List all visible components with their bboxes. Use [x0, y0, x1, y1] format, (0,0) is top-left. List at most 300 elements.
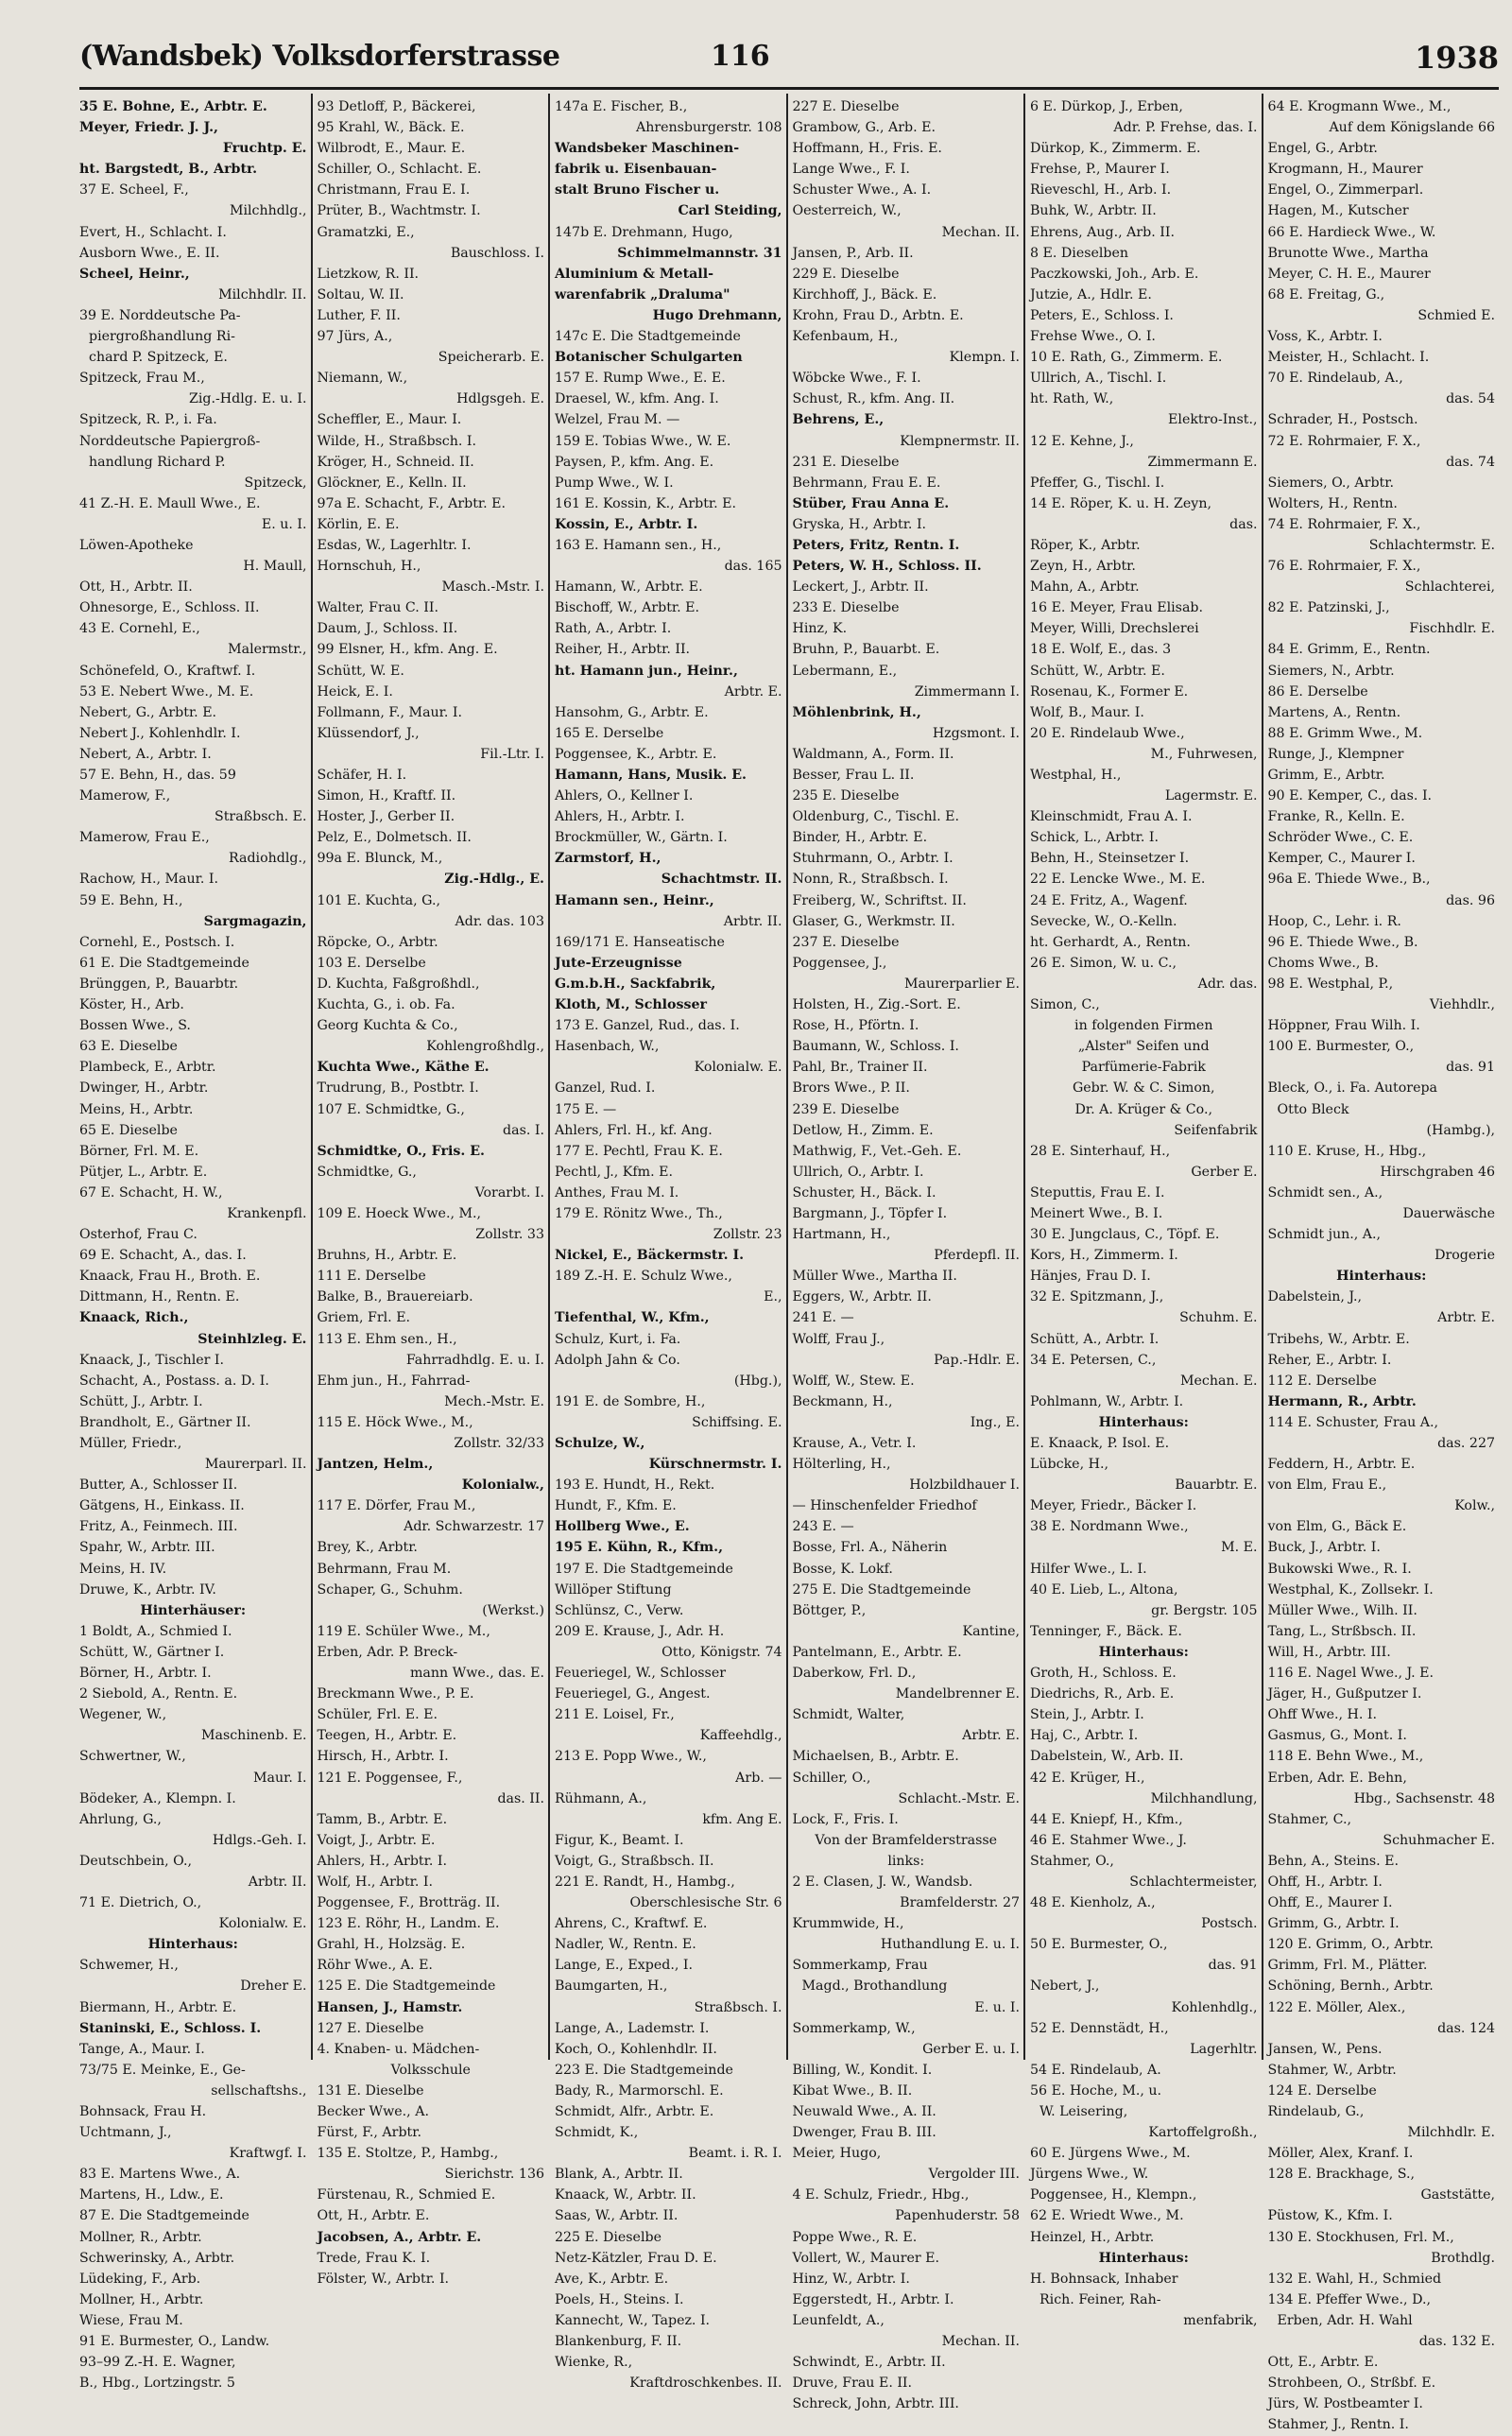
directory-entry-line: Jäger, H., Gußputzer I. — [1267, 1686, 1422, 1702]
directory-entry-line: Brey, K., Arbtr. — [317, 1540, 418, 1556]
directory-entry-line: Hansen, J., Hamstr. — [317, 1999, 463, 2015]
directory-entry-line: Möller, Alex, Kranf. I. — [1267, 2146, 1414, 2162]
directory-entry-line: Schlachterei, — [1404, 579, 1495, 596]
directory-entry-line: Netz-Kätzler, Frau D. E. — [555, 2250, 717, 2266]
directory-entry-line: — Hinschenfelder Friedhof — [792, 1498, 977, 1514]
directory-entry-line: Rose, H., Pförtn. I. — [792, 1018, 919, 1034]
directory-entry-line: von Elm, Frau E., — [1267, 1477, 1387, 1494]
directory-entry-line: Nebert, G., Arbtr. E. — [79, 704, 217, 720]
directory-entry-line: Grambow, G., Arb. E. — [792, 120, 936, 136]
directory-entry-line: Krummwide, H., — [792, 1916, 904, 1932]
directory-entry-line: in folgenden Firmen — [1074, 1018, 1213, 1034]
directory-entry-line: Ahlers, O., Kellner I. — [555, 788, 694, 804]
directory-entry-line: 35 E. Bohne, E., Arbtr. E. — [79, 99, 267, 114]
directory-entry-line: Hilfer Wwe., L. I. — [1030, 1561, 1147, 1577]
directory-entry-line: 48 E. Kienholz, A., — [1030, 1895, 1156, 1911]
directory-entry-line: Mechan. II. — [941, 224, 1020, 240]
directory-entry-line: Magd., Brothandlung — [801, 1978, 948, 1995]
directory-entry-line: Arbtr. II. — [248, 1874, 307, 1890]
directory-entry-line: Vergolder III. — [928, 2167, 1020, 2183]
directory-entry-line: Hamann, W., Arbtr. E. — [555, 579, 703, 596]
directory-entry-line: Ave, K., Arbtr. E. — [555, 2271, 669, 2287]
directory-entry-line: Hinz, W., Arbtr. I. — [792, 2271, 910, 2287]
directory-entry-line: Mech.-Mstr. E. — [444, 1393, 544, 1409]
directory-entry-line: 16 E. Meyer, Frau Elisab. — [1030, 600, 1204, 616]
directory-entry-line: Dr. A. Krüger & Co., — [1074, 1101, 1212, 1117]
directory-entry-line: Zig.-Hdlg., E. — [444, 872, 544, 888]
directory-entry-line: Schwemer, H., — [79, 1958, 179, 1974]
directory-entry-line: Hornschuh, H., — [317, 559, 421, 575]
directory-entry-line: Zollstr. 33 — [475, 1227, 544, 1243]
directory-entry-line: Sevecke, W., O.-Kelln. — [1030, 913, 1177, 929]
directory-entry-line: Detlow, H., Zimm. E. — [792, 1122, 934, 1138]
directory-column — [79, 94, 311, 2392]
directory-entry-line: Schmidtke, O., Fris. E. — [317, 1143, 485, 1159]
directory-entry-line: Arbtr. E. — [1437, 1310, 1495, 1326]
directory-entry-line: Spitzeck, Frau M., — [79, 371, 205, 387]
directory-entry-line: Hamann, Hans, Musik. E. — [555, 768, 747, 783]
directory-entry-line: Daberkow, Frl. D., — [792, 1666, 917, 1682]
directory-entry-line: Wolff, Frau J., — [792, 1331, 885, 1347]
directory-entry-line: Poggensee, K., Arbtr. E. — [555, 746, 717, 762]
directory-entry-line: 116 E. Nagel Wwe., J. E. — [1267, 1666, 1434, 1682]
directory-entry-line: Jutzie, A., Hdlr. E. — [1030, 286, 1152, 302]
directory-entry-line: Köster, H., Arb. — [79, 997, 184, 1013]
directory-entry-line: Cornehl, E., Postsch. I. — [79, 934, 235, 950]
directory-entry-line: 131 E. Dieselbe — [317, 2082, 424, 2099]
directory-entry-line: Holzbildhauer I. — [909, 1477, 1020, 1494]
directory-entry-line: 30 E. Jungclaus, C., Töpf. E. — [1030, 1227, 1220, 1243]
directory-entry-line: Pechtl, J., Kfm. E. — [555, 1164, 673, 1180]
page-number: 116 — [711, 40, 770, 73]
directory-entry-line: Schütt, W., Arbtr. E. — [1030, 663, 1165, 679]
directory-entry-line: 4 E. Schulz, Friedr., Hbg., — [792, 2187, 970, 2203]
directory-entry-line: Wegener, W., — [79, 1707, 167, 1723]
directory-entry-line: M., Fuhrwesen, — [1150, 746, 1258, 762]
directory-entry-line: Schmidtke, G., — [317, 1164, 417, 1180]
directory-entry-line: 231 E. Dieselbe — [792, 454, 900, 470]
directory-entry-line: das. 227 — [1437, 1436, 1495, 1451]
directory-entry-line: 128 E. Brackhage, S., — [1267, 2167, 1416, 2183]
directory-entry-line: Knaack, J., Tischler I. — [79, 1352, 225, 1368]
directory-entry-line: 113 E. Ehm sen., H., — [317, 1331, 457, 1347]
directory-entry-line: Grimm, Frl. M., Plätter. — [1267, 1958, 1428, 1974]
directory-entry-line: Martens, H., Ldw., E. — [79, 2187, 224, 2203]
directory-column — [548, 94, 786, 2392]
directory-entry-line: Feueriegel, W., Schlosser — [555, 1666, 726, 1682]
directory-entry-line: 111 E. Derselbe — [317, 1269, 426, 1285]
directory-entry-line: gr. Bergstr. 105 — [1151, 1602, 1258, 1618]
directory-entry-line: Ullrich, A., Tischl. I. — [1030, 371, 1167, 387]
directory-entry-line: 73/75 E. Meinke, E., Ge- — [79, 2062, 246, 2078]
directory-entry-line: 223 E. Die Stadtgemeinde — [555, 2062, 733, 2078]
directory-entry-line: Frehse, P., Maurer I. — [1030, 162, 1170, 178]
directory-entry-line: 68 E. Freitag, G., — [1267, 286, 1385, 302]
directory-entry-line: Röhr Wwe., A. E. — [317, 1958, 433, 1974]
directory-entry-line: 32 E. Spitzmann, J., — [1030, 1289, 1164, 1305]
directory-entry-line: Rich. Feiner, Rah- — [1040, 2291, 1161, 2307]
directory-entry-line: Auf dem Königslande 66 — [1329, 120, 1495, 136]
directory-entry-line: W. Leisering, — [1040, 2104, 1128, 2119]
directory-entry-line: Röper, K., Arbtr. — [1030, 537, 1141, 553]
directory-entry-line: Butter, A., Schlosser II. — [79, 1477, 238, 1494]
directory-entry-line: Schulz, Kurt, i. Fa. — [555, 1331, 681, 1347]
directory-entry-line: Mollner, H., Arbtr. — [79, 2291, 204, 2307]
directory-entry-line: E. Knaack, P. Isol. E. — [1030, 1436, 1170, 1451]
directory-entry-line: Mathwig, F., Vet.-Geh. E. — [792, 1143, 962, 1159]
directory-entry-line: das. 74 — [1446, 454, 1495, 470]
directory-entry-line: Strohbeen, O., Strßbf. E. — [1267, 2376, 1436, 2392]
directory-entry-line: Kors, H., Zimmerm. I. — [1030, 1248, 1178, 1264]
directory-entry-line: 64 E. Krogmann Wwe., M., — [1267, 99, 1452, 114]
directory-entry-line: Niemann, W., — [317, 371, 408, 387]
directory-entry-line: Hinz, K. — [792, 621, 848, 637]
directory-entry-line: Meins, H., Arbtr. — [79, 1101, 194, 1117]
directory-entry-line: Eggers, W., Arbtr. II. — [792, 1289, 932, 1305]
directory-column — [786, 94, 1024, 2412]
directory-entry-line: 227 E. Dieselbe — [792, 99, 900, 114]
directory-entry-line: Sommerkamp, Frau — [792, 1958, 928, 1974]
directory-entry-line: Beckmann, H., — [792, 1393, 893, 1409]
directory-entry-line: Wandsbeker Maschinen- — [555, 141, 740, 157]
directory-entry-line: 169/171 E. Hanseatische — [555, 934, 725, 950]
directory-entry-line: Buhk, W., Arbtr. II. — [1030, 203, 1157, 219]
directory-entry-line: 37 E. Scheel, F., — [79, 182, 189, 199]
directory-entry-line: Stüber, Frau Anna E. — [792, 495, 950, 511]
directory-entry-line: 95 Krahl, W., Bäck. E. — [317, 120, 465, 136]
directory-entry-line: Westphal, K., Zollsekr. I. — [1267, 1581, 1434, 1598]
directory-entry-line: Pahl, Br., Trainer II. — [792, 1060, 928, 1076]
directory-entry-line: M. E. — [1221, 1540, 1258, 1556]
directory-entry-line: 213 E. Popp Wwe., W., — [555, 1749, 707, 1765]
directory-entry-line: 114 E. Schuster, Frau A., — [1267, 1414, 1439, 1430]
directory-entry-line: 163 E. Hamann sen., H., — [555, 537, 722, 553]
directory-entry-line: Zimmermann I. — [914, 683, 1020, 700]
directory-entry-line: Freiberg, W., Schriftst. II. — [792, 892, 967, 908]
directory-entry-line: 100 E. Burmester, O., — [1267, 1039, 1415, 1055]
directory-entry-line: Brothdlg. — [1431, 2250, 1495, 2266]
directory-entry-line: 135 E. Stoltze, P., Hambg., — [317, 2146, 499, 2162]
directory-entry-line: Bleck, O., i. Fa. Autorepa — [1267, 1080, 1438, 1097]
directory-entry-line: kfm. Ang E. — [702, 1811, 782, 1827]
directory-entry-line: Kolw., — [1454, 1498, 1495, 1514]
directory-entry-line: Börner, Frl. M. E. — [79, 1143, 199, 1159]
directory-column — [1023, 94, 1262, 2328]
directory-entry-line: Vollert, W., Maurer E. — [792, 2250, 940, 2266]
directory-entry-line: 46 E. Stahmer Wwe., J. — [1030, 1832, 1187, 1848]
directory-entry-line: Seifenfabrik — [1174, 1122, 1258, 1138]
directory-entry-line: Billing, W., Kondit. I. — [792, 2062, 933, 2078]
directory-entry-line: Fahrradhdlg. E. u. I. — [405, 1352, 544, 1368]
directory-entry-line: Bruhn, P., Bauarbt. E. — [792, 642, 940, 658]
directory-entry-line: Nebert, A., Arbtr. I. — [79, 746, 212, 762]
directory-entry-line: Schmied E. — [1418, 307, 1495, 323]
directory-entry-line: Ehrens, Aug., Arb. II. — [1030, 224, 1175, 240]
directory-entry-line: ht. Gerhardt, A., Rentn. — [1030, 934, 1191, 950]
directory-entry-line: Heick, E. I. — [317, 683, 393, 700]
directory-entry-line: Hinterhaus: — [1336, 1269, 1427, 1285]
directory-entry-line: Paczkowski, Joh., Arb. E. — [1030, 266, 1199, 282]
directory-entry-line: Trede, Frau K. I. — [317, 2250, 431, 2266]
directory-entry-line: Kannecht, W., Tapez. I. — [555, 2312, 711, 2328]
directory-entry-line: Behrmann, Frau E. E. — [792, 475, 941, 491]
directory-entry-line: Hoffmann, H., Fris. E. — [792, 141, 942, 157]
directory-entry-line: Pohlmann, W., Arbtr. I. — [1030, 1393, 1184, 1409]
directory-entry-line: Hirschgraben 46 — [1380, 1164, 1495, 1180]
directory-entry-line: Nebert J., Kohlenhdlr. I. — [79, 725, 241, 741]
directory-entry-line: Otto Bleck — [1277, 1101, 1349, 1117]
directory-entry-line: Adr. das. 103 — [455, 913, 544, 929]
directory-entry-line: Möhlenbrink, H., — [792, 704, 921, 720]
directory-entry-line: Maurerparlier E. — [903, 976, 1020, 992]
directory-entry-line: Diedrichs, R., Arb. E. — [1030, 1686, 1175, 1702]
directory-entry-line: Schuhm. E. — [1179, 1310, 1258, 1326]
directory-entry-line: Poels, H., Steins. I. — [555, 2291, 684, 2307]
directory-entry-line: Zarmstorf, H., — [555, 851, 662, 867]
directory-entry-line: Müller Wwe., Martha II. — [792, 1269, 957, 1285]
directory-entry-line: 97a E. Schacht, F., Arbtr. E. — [317, 495, 507, 511]
directory-entry-line: 103 E. Derselbe — [317, 955, 426, 971]
directory-entry-line: Schmidt jun., A., — [1267, 1227, 1382, 1243]
directory-entry-line: Schlünsz, C., Verw. — [555, 1602, 684, 1618]
directory-entry-line: „Alster" Seifen und — [1077, 1039, 1210, 1055]
directory-entry-line: Kleinschmidt, Frau A. I. — [1030, 809, 1193, 825]
directory-entry-line: Von der Bramfelderstrasse — [815, 1832, 998, 1848]
directory-entry-line: 2 Siebold, A., Rentn. E. — [79, 1686, 238, 1702]
directory-entry-line: Adr. P. Frehse, das. I. — [1113, 120, 1258, 136]
page-header — [79, 38, 1499, 90]
directory-entry-line: Bödeker, A., Klempn. I. — [79, 1790, 236, 1806]
directory-entry-line: Parfümerie-Fabrik — [1081, 1060, 1206, 1076]
directory-entry-line: Simon, C., — [1030, 997, 1100, 1013]
directory-entry-line: Ott, H., Arbtr. II. — [79, 579, 193, 596]
directory-entry-line: Ahrens, C., Kraftwf. E. — [555, 1916, 708, 1932]
directory-entry-line: Poppe Wwe., R. E. — [792, 2229, 918, 2245]
directory-entry-line: Ohnesorge, E., Schloss. II. — [79, 600, 260, 616]
directory-entry-line: Kolonialw., — [461, 1477, 544, 1494]
directory-entry-line: warenfabrik „Draluma" — [555, 286, 730, 302]
directory-entry-line: Hänjes, Frau D. I. — [1030, 1269, 1151, 1285]
directory-entry-line: Scheel, Heinr., — [79, 266, 190, 282]
directory-entry-line: Kröger, H., Schneid. II. — [317, 454, 474, 470]
directory-entry-line: Krause, A., Vetr. I. — [792, 1436, 917, 1451]
directory-entry-line: Aluminium & Metall- — [555, 266, 713, 282]
directory-entry-line: Frehse Wwe., O. I. — [1030, 329, 1156, 345]
directory-entry-line: Saas, W., Arbtr. II. — [555, 2208, 679, 2224]
directory-entry-line: 134 E. Pfeffer Wwe., D., — [1267, 2291, 1431, 2307]
directory-entry-line: Hinterhaus: — [1098, 1414, 1189, 1430]
directory-entry-line: 82 E. Patzinski, J., — [1267, 600, 1390, 616]
directory-entry-line: Besser, Frau L. II. — [792, 768, 915, 783]
directory-entry-line: Gebr. W. & C. Simon, — [1072, 1080, 1215, 1097]
directory-entry-line: D. Kuchta, Faßgroßhdl., — [317, 976, 480, 992]
directory-entry-line: Zig.-Hdlg. E. u. I. — [188, 391, 307, 407]
directory-entry-line: Schachtmstr. II. — [661, 872, 782, 888]
directory-entry-line: Gasmus, G., Mont. I. — [1267, 1728, 1407, 1744]
directory-entry-line: Sommerkamp, W., — [792, 2020, 916, 2036]
edition-year: 1938 — [1414, 40, 1499, 76]
directory-entry-line: Jansen, W., Pens. — [1267, 2041, 1383, 2057]
directory-entry-line: Schmidt, Walter, — [792, 1707, 905, 1723]
directory-entry-line: Walter, Frau C. II. — [317, 600, 439, 616]
directory-entry-line: Kefenbaum, H., — [792, 329, 899, 345]
directory-entry-line: Schmidt, K., — [555, 2125, 639, 2141]
directory-entry-line: Reiher, H., Arbtr. II. — [555, 642, 691, 658]
directory-entry-line: Erben, Adr. H. Wahl — [1277, 2312, 1413, 2328]
directory-entry-line: Hollberg Wwe., E. — [555, 1519, 690, 1535]
directory-entry-line: Mechan. II. — [941, 2334, 1020, 2350]
directory-entry-line: Löwen-Apotheke — [79, 537, 194, 553]
directory-entry-line: Sargmagazin, — [203, 913, 307, 929]
directory-entry-line: 12 E. Kehne, J., — [1030, 433, 1134, 449]
directory-entry-line: Hinterhaus: — [147, 1937, 238, 1953]
directory-entry-line: Hölterling, H., — [792, 1457, 891, 1473]
directory-entry-line: Milchhdlg., — [229, 203, 307, 219]
directory-entry-line: Spitzeck, R. P., i. Fa. — [79, 412, 217, 428]
directory-entry-line: 197 E. Die Stadtgemeinde — [555, 1561, 733, 1577]
directory-entry-line: 93–99 Z.-H. E. Wagner, — [79, 2355, 236, 2371]
directory-entry-line: Ahlers, H., Arbtr. I. — [317, 1853, 447, 1869]
directory-entry-line: 209 E. Krause, J., Adr. H. — [555, 1623, 725, 1639]
directory-entry-line: Kolonialw. E. — [694, 1060, 782, 1076]
directory-entry-line: das. I. — [503, 1122, 544, 1138]
directory-entry-line: Straßbsch. I. — [694, 1999, 782, 2015]
directory-entry-line: mann Wwe., das. E. — [409, 1666, 544, 1682]
directory-entry-line: 107 E. Schmidtke, G., — [317, 1101, 465, 1117]
directory-entry-line: Adr. das. — [1197, 976, 1258, 992]
directory-entry-line: Schütt, W. E. — [317, 663, 404, 679]
directory-entry-line: Maschinenb. E. — [200, 1728, 307, 1744]
directory-entry-line: 109 E. Hoeck Wwe., M., — [317, 1205, 482, 1221]
directory-entry-line: Peters, W. H., Schloss. II. — [792, 559, 982, 575]
directory-entry-line: Schulze, W., — [555, 1436, 645, 1451]
directory-entry-line: Kohlengroßhdlg., — [426, 1039, 544, 1055]
directory-entry-line: Kirchhoff, J., Bäck. E. — [792, 286, 937, 302]
street-title: (Wandsbek) Volksdorferstrasse — [79, 40, 560, 73]
directory-entry-line: das. 91 — [1208, 1958, 1258, 1974]
directory-entry-line: Klempnermstr. II. — [900, 433, 1020, 449]
directory-entry-line: Adolph Jahn & Co. — [555, 1352, 680, 1368]
directory-entry-line: 1 Boldt, A., Schmied I. — [79, 1623, 232, 1639]
directory-entry-line: ht. Bargstedt, B., Arbtr. — [79, 162, 258, 178]
directory-entry-line: Steputtis, Frau E. I. — [1030, 1184, 1165, 1201]
directory-entry-line: Ott, E., Arbtr. E. — [1267, 2355, 1379, 2371]
directory-entry-line: 14 E. Röper, K. u. H. Zeyn, — [1030, 495, 1211, 511]
directory-entry-line: Prüter, B., Wachtmstr. I. — [317, 203, 481, 219]
directory-entry-line: Druwe, K., Arbtr. IV. — [79, 1581, 216, 1598]
directory-entry-line: 118 E. Behn Wwe., M., — [1267, 1749, 1424, 1765]
directory-entry-line: Schmidt sen., A., — [1267, 1184, 1383, 1201]
directory-entry-line: Pump Wwe., W. I. — [555, 475, 674, 491]
directory-entry-line: B., Hbg., Lortzingstr. 5 — [79, 2376, 235, 2392]
directory-entry-line: Bosse, K. Lokf. — [792, 1561, 893, 1577]
directory-entry-line: Wolters, H., Rentn. — [1267, 495, 1398, 511]
directory-entry-line: Erben, Adr. P. Breck- — [317, 1644, 458, 1660]
directory-entry-line: Dabelstein, J., — [1267, 1289, 1363, 1305]
directory-entry-line: Voss, K., Arbtr. I. — [1267, 329, 1383, 345]
directory-entry-line: Lange, A., Lademstr. I. — [555, 2020, 710, 2036]
directory-entry-line: 70 E. Rindelaub, A., — [1267, 371, 1403, 387]
directory-entry-line: Ahlers, Frl. H., kf. Ang. — [555, 1122, 713, 1138]
directory-entry-line: Straßbsch. E. — [215, 809, 307, 825]
directory-entry-line: H. Maull, — [243, 559, 307, 575]
directory-entry-line: Schacht, A., Postass. a. D. I. — [79, 1373, 269, 1389]
directory-entry-line: 63 E. Dieselbe — [79, 1039, 178, 1055]
directory-entry-line: Oesterreich, W., — [792, 203, 902, 219]
directory-entry-line: Schlachtermeister, — [1129, 1874, 1258, 1890]
directory-entry-line: Müller, Friedr., — [79, 1436, 182, 1451]
directory-entry-line: Arbtr. E. — [724, 683, 782, 700]
directory-entry-line: Wolf, B., Maur. I. — [1030, 704, 1144, 720]
directory-entry-line: 6 E. Dürkop, J., Erben, — [1030, 99, 1183, 114]
directory-entry-line: Bossen Wwe., S. — [79, 1018, 191, 1034]
directory-entry-line: Michaelsen, B., Arbtr. E. — [792, 1749, 959, 1765]
directory-entry-line: Hinterhäuser: — [140, 1602, 247, 1618]
directory-entry-line: Knaack, Rich., — [79, 1310, 189, 1326]
directory-entry-line: Rosenau, K., Former E. — [1030, 683, 1189, 700]
directory-entry-line: Kemper, C., Maurer I. — [1267, 851, 1416, 867]
directory-entry-line: Bruhns, H., Arbtr. E. — [317, 1248, 457, 1264]
directory-entry-line: 159 E. Tobias Wwe., W. E. — [555, 433, 731, 449]
directory-entry-line: Haj, C., Arbtr. I. — [1030, 1728, 1139, 1744]
directory-entry-line: Breckmann Wwe., P. E. — [317, 1686, 474, 1702]
directory-entry-line: 189 Z.-H. E. Schulz Wwe., — [555, 1269, 732, 1285]
directory-entry-line: Kibat Wwe., B. II. — [792, 2082, 913, 2099]
directory-entry-line: Behn, A., Steins. E. — [1267, 1853, 1400, 1869]
directory-entry-line: Schreck, John, Arbtr. III. — [792, 2396, 959, 2412]
directory-entry-line: Jürgens Wwe., W. — [1030, 2167, 1149, 2183]
directory-entry-line: Kraftwgf. I. — [229, 2146, 307, 2162]
directory-entry-line: Poggensee, F., Brotträg. II. — [317, 1895, 501, 1911]
directory-entry-line: 69 E. Schacht, A., das. I. — [79, 1248, 247, 1264]
directory-entry-line: Gramatzki, E., — [317, 224, 415, 240]
directory-entry-line: links: — [887, 1853, 925, 1869]
directory-entry-line: Schrader, H., Postsch. — [1267, 412, 1418, 428]
directory-entry-line: Gryska, H., Arbtr. I. — [792, 516, 927, 532]
directory-entry-line: das. 124 — [1437, 2020, 1495, 2036]
directory-entry-line: Schütt, J., Arbtr. I. — [79, 1393, 203, 1409]
directory-entry-line: 88 E. Grimm Wwe., M. — [1267, 725, 1423, 741]
directory-entry-line: Otto, Königstr. 74 — [662, 1644, 782, 1660]
directory-column — [311, 94, 549, 2287]
directory-entry-line: Stahmer, O., — [1030, 1853, 1114, 1869]
directory-entry-line: Ahlers, H., Arbtr. I. — [555, 809, 685, 825]
directory-entry-line: Schuster, H., Bäck. I. — [792, 1184, 936, 1201]
directory-entry-line: chard P. Spitzeck, E. — [89, 350, 228, 366]
directory-entry-line: Höppner, Frau Wilh. I. — [1267, 1018, 1420, 1034]
directory-entry-line: Osterhof, Frau C. — [79, 1227, 198, 1243]
directory-entry-line: fabrik u. Eisenbauan- — [555, 162, 717, 178]
directory-entry-line: 43 E. Cornehl, E., — [79, 621, 200, 637]
directory-entry-line: Brunotte Wwe., Martha — [1267, 245, 1429, 261]
directory-entry-line: Mollner, R., Arbtr. — [79, 2229, 202, 2245]
directory-entry-line: Schäfer, H. I. — [317, 768, 407, 783]
directory-entry-line: Knaack, W., Arbtr. II. — [555, 2187, 696, 2203]
directory-entry-line: Meier, Hugo, — [792, 2146, 882, 2162]
directory-entry-line: 130 E. Stockhusen, Frl. M., — [1267, 2229, 1454, 2245]
directory-columns — [79, 94, 1499, 2433]
directory-entry-line: Hansohm, G., Arbtr. E. — [555, 704, 709, 720]
directory-entry-line: Poggensee, J., — [792, 955, 887, 971]
directory-entry-line: Draesel, W., kfm. Ang. I. — [555, 391, 719, 407]
directory-entry-line: Klempn. I. — [949, 350, 1020, 366]
directory-entry-line: Schwindt, E., Arbtr. II. — [792, 2355, 946, 2371]
directory-entry-line: Ing., E. — [970, 1414, 1020, 1430]
directory-entry-line: E., — [764, 1289, 782, 1305]
directory-entry-line: Schütt, A., Arbtr. I. — [1030, 1331, 1160, 1347]
directory-entry-line: Becker Wwe., A. — [317, 2104, 429, 2119]
directory-entry-line: Stahmer, C., — [1267, 1811, 1351, 1827]
